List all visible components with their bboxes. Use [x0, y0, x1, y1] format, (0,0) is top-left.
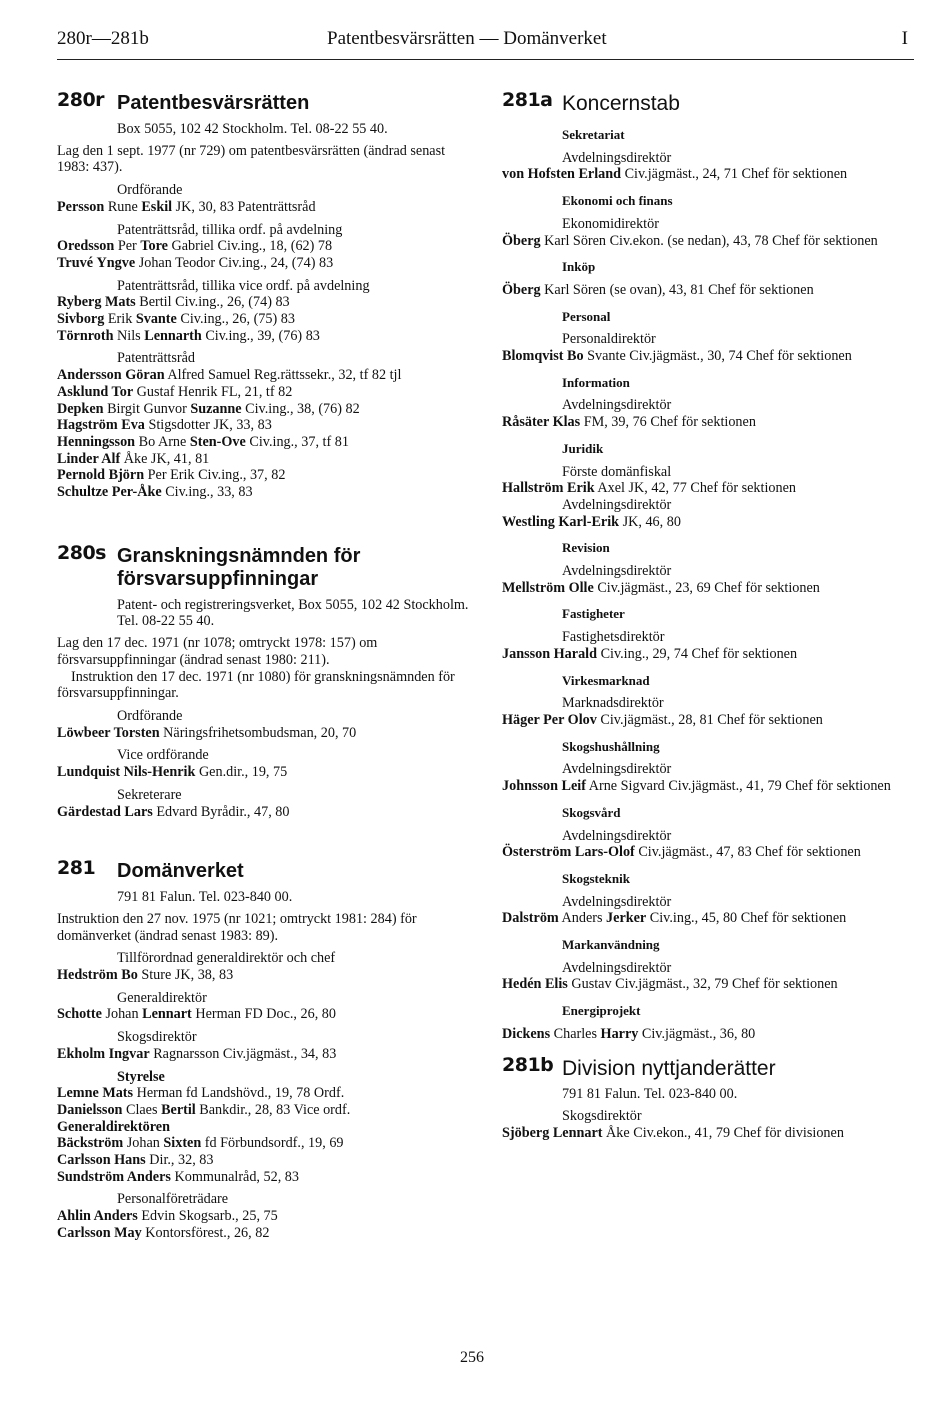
entry: Råsäter Klas FM, 39, 76 Chef för sektionen — [502, 414, 756, 431]
entry: Österström Lars-Olof Civ.jägmäst., 47, 83 Chef för sektionen — [502, 844, 861, 861]
role-heading: Avdelningsdirektör — [562, 959, 672, 976]
role-heading: Skogsdirektör — [117, 1029, 197, 1046]
section-title: Koncernstab — [562, 92, 680, 115]
role-heading: Avdelningsdirektör — [562, 397, 672, 414]
entry: Hagström Eva Stigsdotter JK, 33, 83 — [57, 417, 272, 434]
entry: Depken Birgit Gunvor Suzanne Civ.ing., 38, (76) 82 — [57, 400, 360, 417]
section-title: Granskningsnämnden för försvarsuppfinningar — [117, 544, 361, 590]
unit-heading: Ekonomi och finans — [562, 193, 673, 209]
entry: Gärdestad Lars Edvard Byrådir., 47, 80 — [57, 803, 290, 820]
role-heading: Vice ordförande — [117, 747, 209, 764]
role-heading: Patenträttsråd, tillika ordf. på avdelning — [117, 221, 343, 238]
section-number: 280s — [57, 541, 106, 564]
entry: Lundquist Nils-Henrik Gen.dir., 19, 75 — [57, 764, 288, 781]
entry: Lemne Mats Herman fd Landshövd., 19, 78 Ordf. — [57, 1085, 345, 1102]
header-rule — [57, 59, 914, 60]
entry: Ryberg Mats Bertil Civ.ing., 26, (74) 83 — [57, 294, 290, 311]
section-number: 281a — [502, 89, 553, 111]
header-range: 280r—281b — [57, 28, 149, 49]
unit-heading: Juridik — [562, 440, 604, 456]
role-heading: Skogsdirektör — [562, 1108, 642, 1125]
entry: Asklund Tor Gustaf Henrik FL, 21, tf 82 — [57, 383, 293, 400]
address: Patent- och registreringsverket, Box 5055, 102 42 Stockholm. Tel. 08-22 55 40. — [117, 596, 469, 630]
board-heading: Styrelse — [117, 1068, 165, 1085]
entry: Häger Per Olov Civ.jägmäst., 28, 81 Chef för sektionen — [502, 711, 823, 728]
page-number: 256 — [460, 1349, 484, 1366]
role-heading: Fastighetsdirektör — [562, 629, 665, 646]
entry: Törnroth Nils Lennarth Civ.ing., 39, (76) 83 — [57, 327, 320, 344]
role-heading: Avdelningsdirektör — [562, 563, 672, 580]
unit-heading: Sekretariat — [562, 127, 625, 142]
unit-heading: Virkesmarknad — [562, 672, 650, 688]
entry: Persson Rune Eskil JK, 30, 83 Patenträttsråd — [57, 198, 316, 215]
unit-heading: Fastigheter — [562, 606, 625, 622]
unit-heading: Personal — [562, 308, 611, 324]
role-heading: Avdelningsdirektör — [562, 893, 672, 910]
entry: Hallström Erik Axel JK, 42, 77 Chef för sektionen — [502, 480, 796, 497]
role-heading: Ordförande — [117, 182, 183, 199]
entry: Hedström Bo Sture JK, 38, 83 — [57, 967, 234, 984]
entry: Pernold Björn Per Erik Civ.ing., 37, 82 — [57, 467, 286, 484]
unit-heading: Inköp — [562, 259, 596, 275]
entry: Jansson Harald Civ.ing., 29, 74 Chef för sektionen — [502, 645, 798, 662]
entry: Westling Karl-Erik JK, 46, 80 — [502, 513, 681, 530]
role-heading: Personalföreträdare — [117, 1191, 229, 1208]
unit-heading: Skogsteknik — [562, 870, 630, 886]
entry: Carlsson May Kontorsförest., 26, 82 — [57, 1224, 270, 1241]
role-heading: Patenträttsråd, tillika vice ordf. på avdelning — [117, 277, 370, 294]
unit-heading: Skogsvård — [562, 804, 621, 820]
running-header — [57, 28, 914, 56]
entry: Carlsson Hans Dir., 32, 83 — [57, 1152, 214, 1169]
address: 791 81 Falun. Tel. 023-840 00. — [562, 1085, 738, 1102]
role-heading: Ekonomidirektör — [562, 215, 659, 232]
unit-heading: Energiprojekt — [562, 1003, 641, 1019]
unit-heading: Information — [562, 374, 630, 390]
role-heading: Förste domänfiskal — [562, 463, 672, 480]
entry: Ekholm Ingvar Ragnarsson Civ.jägmäst., 34, 83 — [57, 1045, 337, 1062]
role-heading: Avdelningsdirektör — [562, 149, 672, 166]
instruction-text: Instruktion den 27 nov. 1975 (nr 1021; omtryckt 1981: 284) för domänverket (ändrad senast 1983: 89). — [57, 910, 417, 944]
law-text: Lag den 17 dec. 1971 (nr 1078; omtryckt 1978: 157) om försvarsuppfinningar (ändrad senast 1980: 211). — [57, 635, 378, 668]
section-number: 280r — [57, 89, 105, 111]
address: Box 5055, 102 42 Stockholm. Tel. 08-22 55 40. — [117, 121, 388, 137]
left-column — [57, 89, 472, 1242]
entry: Truvé Yngve Johan Teodor Civ.ing., 24, (74) 83 — [57, 254, 334, 271]
entry: Ahlin Anders Edvin Skogsarb., 25, 75 — [57, 1208, 278, 1225]
entry: Generaldirektören — [57, 1118, 170, 1135]
entry: Andersson Göran Alfred Samuel Reg.rättssekr., 32, tf 82 tjl — [57, 367, 402, 384]
header-title: Patentbesvärsrätten — Domänverket — [327, 28, 607, 49]
unit-heading: Revision — [562, 540, 610, 556]
role-heading: Generaldirektör — [117, 989, 207, 1006]
section-number: 281b — [502, 1053, 554, 1076]
right-column — [502, 89, 920, 1142]
entry: Löwbeer Torsten Näringsfrihetsombudsman, 20, 70 — [57, 724, 357, 741]
entry: Öberg Karl Sören (se ovan), 43, 81 Chef för sektionen — [502, 281, 814, 298]
entry: Schotte Johan Lennart Herman FD Doc., 26, 80 — [57, 1006, 336, 1023]
role-heading: Personaldirektör — [562, 331, 656, 348]
entry: Schultze Per-Åke Civ.ing., 33, 83 — [57, 484, 253, 501]
role-heading: Avdelningsdirektör — [562, 761, 672, 778]
entry: Dickens Charles Harry Civ.jägmäst., 36, 80 — [502, 1025, 756, 1042]
role-heading: Marknadsdirektör — [562, 695, 664, 712]
address: 791 81 Falun. Tel. 023-840 00. — [117, 889, 293, 906]
section-281a-heading — [502, 89, 920, 115]
section-281b-heading — [502, 1053, 920, 1080]
entry: Sjöberg Lennart Åke Civ.ekon., 41, 79 Chef för divisionen — [502, 1124, 844, 1141]
instruction-text: Instruktion den 17 dec. 1971 (nr 1080) för granskningsnämnden för försvarsuppfinningar. — [57, 668, 455, 702]
section-number: 281 — [57, 857, 96, 880]
section-281-heading — [57, 857, 472, 883]
section-280r-heading — [57, 89, 472, 115]
entry: Danielsson Claes Bertil Bankdir., 28, 83 Vice ordf. — [57, 1101, 351, 1118]
role-heading: Ordförande — [117, 707, 183, 724]
law-text: Lag den 1 sept. 1977 (nr 729) om patentbesvärsrätten (ändrad senast 1983: 437). — [57, 142, 446, 176]
section-title: Patentbesvärsrätten — [117, 92, 310, 114]
entry: Henningsson Bo Arne Sten-Ove Civ.ing., 37, tf 81 — [57, 433, 349, 450]
entry: Johnsson Leif Arne Sigvard Civ.jägmäst., 41, 79 Chef för sektionen — [502, 778, 891, 795]
entry: Öberg Karl Sören Civ.ekon. (se nedan), 43, 78 Chef för sektionen — [502, 232, 878, 249]
role-heading: Avdelningsdirektör — [562, 496, 672, 513]
entry: Bäckström Johan Sixten fd Förbundsordf., 19, 69 — [57, 1135, 344, 1152]
role-heading: Avdelningsdirektör — [562, 827, 672, 844]
unit-heading: Markanvändning — [562, 937, 660, 953]
entry: Dalström Anders Jerker Civ.ing., 45, 80 Chef för sektionen — [502, 910, 847, 927]
entry: Blomqvist Bo Svante Civ.jägmäst., 30, 74 Chef för sektionen — [502, 348, 852, 365]
section-title: Domänverket — [117, 860, 244, 883]
entry: Oredsson Per Tore Gabriel Civ.ing., 18, (62) 78 — [57, 238, 333, 255]
entry: Sivborg Erik Svante Civ.ing., 26, (75) 83 — [57, 311, 295, 328]
role-heading: Tillförordnad generaldirektör och chef — [117, 950, 336, 967]
header-volume: I — [901, 28, 908, 49]
entry: Mellström Olle Civ.jägmäst., 23, 69 Chef för sektionen — [502, 579, 820, 596]
entry: Hedén Elis Gustav Civ.jägmäst., 32, 79 Chef för sektionen — [502, 976, 838, 993]
role-heading: Sekreterare — [117, 786, 182, 803]
entry: Sundström Anders Kommunalråd, 52, 83 — [57, 1168, 299, 1185]
unit-heading: Skogshushållning — [562, 738, 660, 754]
section-280s-heading — [57, 541, 472, 591]
entry: Linder Alf Åke JK, 41, 81 — [57, 450, 210, 467]
entry: von Hofsten Erland Civ.jägmäst., 24, 71 Chef för sektionen — [502, 166, 848, 183]
section-title: Division nyttjanderätter — [562, 1056, 776, 1080]
role-heading: Patenträttsråd — [117, 350, 196, 367]
